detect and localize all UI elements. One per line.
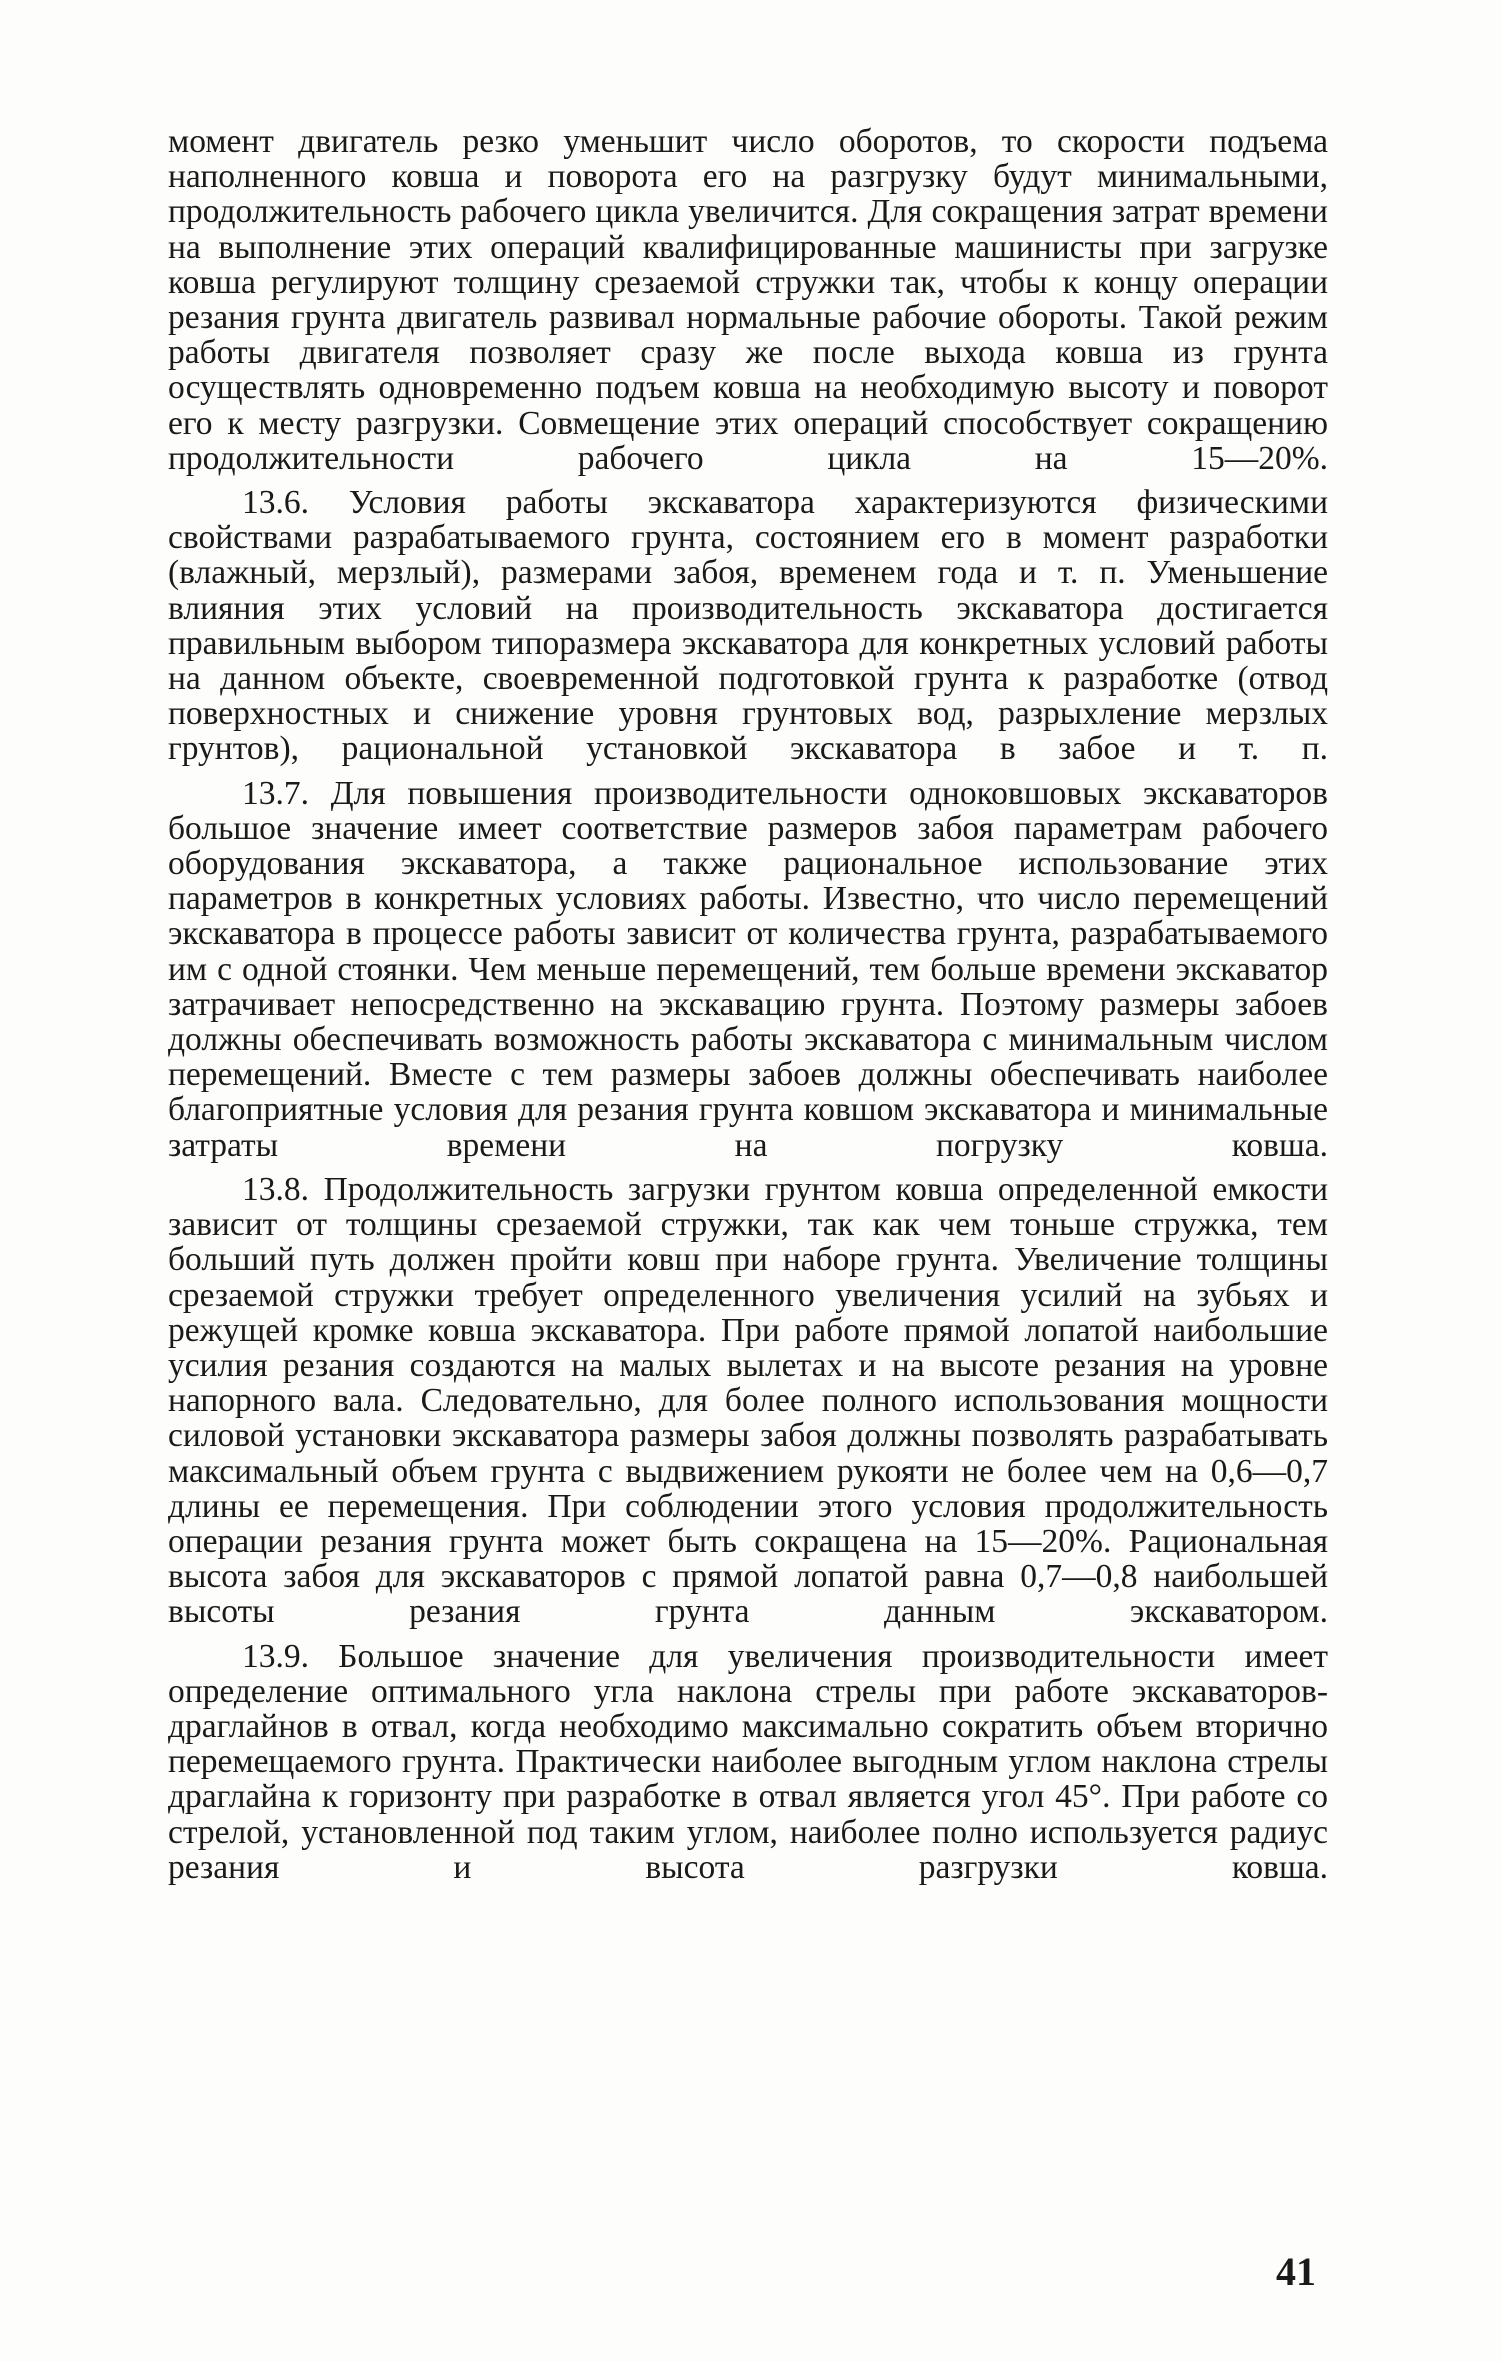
paragraph-text: Условия работы экскаватора характеризуются физическими свойствами разрабатываемого грунта, состоянием его в момент разработки (влажный, мерзлый), размерами забоя, временем года и т. п. Уменьшение влияния этих условий на производительность экскаватора достигается правильным выбором типоразмера экскаватора для конкретных условий работы на данном объекте, своевременной подготовкой грунта к разработке (отвод поверхностных и снижение уровня грунтовых вод, разрыхление мерзлых грунтов), рациональной установкой экскаватора в забое и т. п. bbox=[168, 484, 1328, 768]
paragraph-number: 13.7. bbox=[242, 774, 309, 812]
paragraph-number: 13.9. bbox=[242, 1637, 309, 1675]
paragraph-text: Большое значение для увеличения производительности имеет определение оптимального угла наклона стрелы при работе экскаваторов-драглайнов в отвал, когда необходимо максимально сократить объем вторично перемещаемого грунта. Практически наиболее выгодным углом наклона стрелы драглайна к горизонту при разработке в отвал является угол 45°. При работе со стрелой, установленной под таким углом, наиболее полно используется радиус резания и высота разгрузки ковша. bbox=[168, 1637, 1329, 1886]
paragraph-number: 13.8. bbox=[242, 1170, 309, 1208]
paragraph-13-7 bbox=[168, 776, 1328, 1163]
paragraph-13-9 bbox=[168, 1639, 1328, 1885]
paragraph-13-8 bbox=[168, 1172, 1328, 1630]
paragraph-text: Продолжительность загрузки грунтом ковша определенной емкости зависит от толщины срезаемой стружки, так как чем тоньше стружка, тем больший путь должен пройти ковш при наборе грунта. Увеличение толщины срезаемой стружки требует определенного увеличения усилий на зубьях и режущей кромке ковша экскаватора. При работе прямой лопатой наибольшие усилия резания создаются на малых вылетах и на высоте резания на уровне напорного вала. Следовательно, для более полного использования мощности силовой установки экскаватора размеры забоя должны позволять разрабатывать максимальный объем грунта с выдвижением рукояти не более чем на 0,6—0,7 длины ее перемещения. При соблюдении этого условия продолжительность операции резания грунта может быть сокращена на 15—20%. Рациональная высота забоя для экскаваторов с прямой лопатой равна 0,7—0,8 наибольшей высоты резания грунта данным экскаватором. bbox=[168, 1170, 1329, 1631]
page-number: 41 bbox=[1276, 2249, 1316, 2294]
paragraph-number: 13.6. bbox=[242, 484, 309, 522]
paragraph-continuation: момент двигатель резко уменьшит число оборотов, то скорости подъема наполненного ковша и поворота его на разгрузку будут минимальными, продолжительность рабочего цикла увеличится. Для сокращения затрат времени на выполнение этих операций квалифицированные машинисты при загрузке ковша регулируют толщину срезаемой стружки так, чтобы к концу операции резания грунта двигатель развивал нормальные рабочие обороты. Такой режим работы двигателя позволяет сразу же после выхода ковша из грунта осуществлять одновременно подъем ковша на необходимую высоту и поворот его к месту разгрузки. Совмещение этих операций способствует сокращению продолжительности рабочего цикла на 15—20%. bbox=[168, 123, 1328, 477]
paragraph-text: Для повышения производительности одноковшовых экскаваторов большое значение имеет соответствие размеров забоя параметрам рабочего оборудования экскаватора, а также рациональное использование этих параметров в конкретных условиях работы. Известно, что число перемещений экскаватора в процессе работы зависит от количества грунта, разрабатываемого им с одной стоянки. Чем меньше перемещений, тем больше времени экскаватор затрачивает непосредственно на экскавацию грунта. Поэтому размеры забоев должны обеспечивать возможность работы экскаватора с минимальным числом перемещений. Вместе с тем размеры забоев должны обеспечивать наиболее благоприятные условия для резания грунта ковшом экскаватора и минимальные затраты времени на погрузку ковша. bbox=[168, 774, 1329, 1164]
paragraph-13-6 bbox=[168, 485, 1328, 767]
body-text bbox=[168, 124, 1328, 1885]
